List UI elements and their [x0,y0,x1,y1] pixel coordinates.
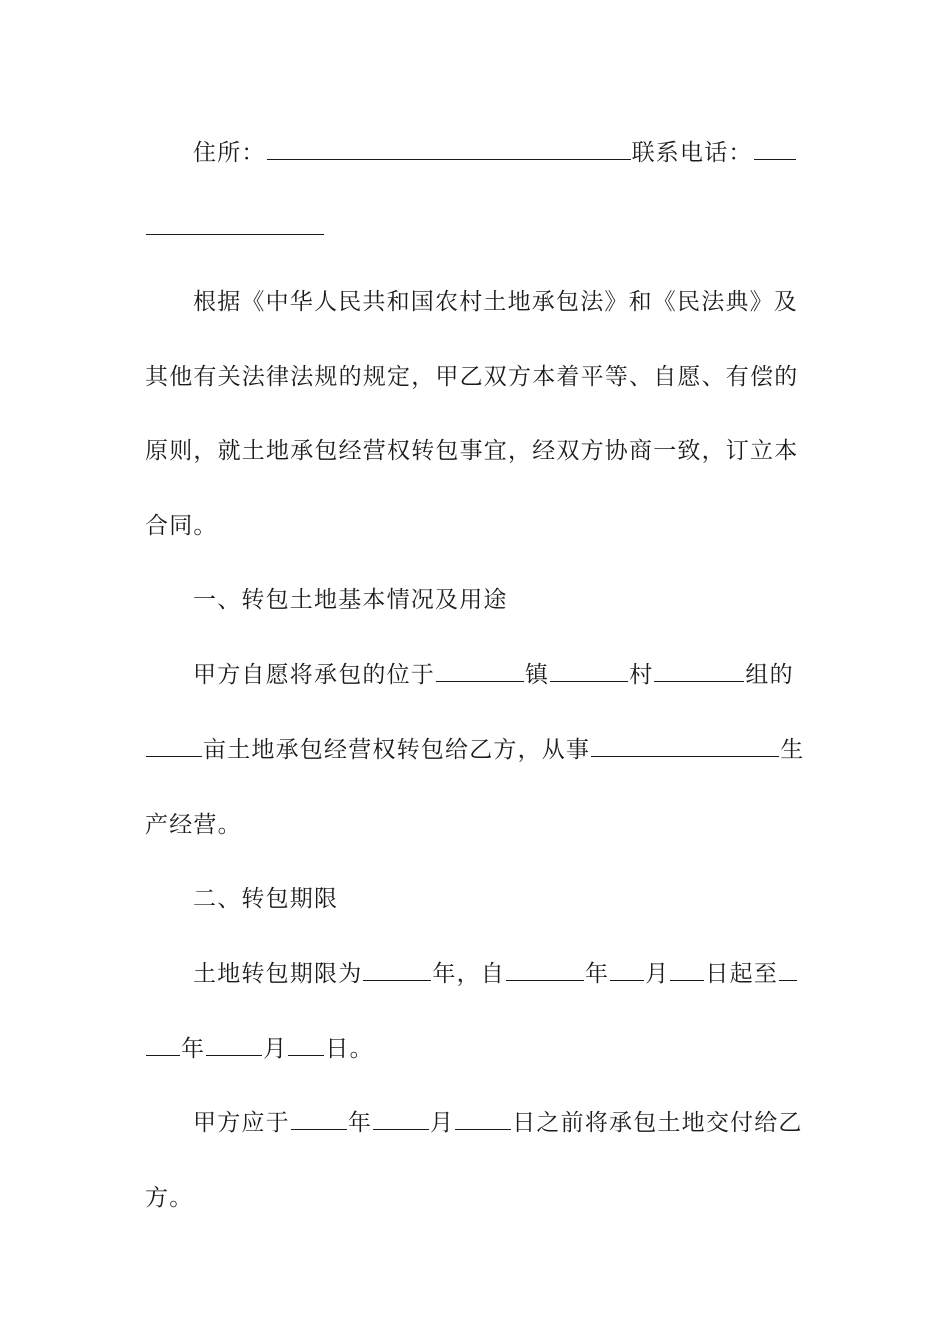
intro-line-3: 原则，就土地承包经营权转包事宜，经双方协商一致，订立本 [145,438,799,464]
delivery-month-label: 月 [430,1110,455,1136]
delivery-year-blank [291,1111,347,1130]
purpose-blank [591,738,779,757]
delivery-line-1 [145,1108,858,1138]
end-month-blank [206,1037,262,1056]
delivery-year-label: 年 [347,1110,373,1136]
start-day-blank [670,962,704,981]
end-year-blank-a [779,962,797,981]
village-label: 村 [629,662,654,688]
start-day-label: 日起至 [705,961,779,987]
area-blank [146,738,202,757]
end-day-blank [288,1037,324,1056]
section-2-heading: 二、转包期限 [193,886,339,912]
delivery-suffix: 日之前将承包土地交付给乙 [512,1110,803,1136]
group-label: 组的 [745,662,794,688]
town-label: 镇 [525,662,550,688]
delivery-day-blank [455,1111,511,1130]
section-1-line-3: 产经营。 [145,812,242,838]
transfer-text: 亩土地承包经营权转包给乙方，从事 [203,737,591,763]
section-1-heading: 一、转包土地基本情况及用途 [193,587,508,613]
delivery-prefix: 甲方应于 [193,1110,290,1136]
town-blank [436,663,524,682]
section-1-line-2 [145,735,810,765]
phone-label: 联系电话： [631,140,753,166]
end-year-label: 年 [181,1036,206,1062]
end-year-blank-b [146,1037,180,1056]
start-month-label: 月 [645,961,670,987]
delivery-line-2: 方。 [145,1185,194,1211]
term-line-2 [145,1034,810,1064]
phone-blank [754,141,796,160]
production-text: 生 [780,737,805,763]
term-prefix: 土地转包期限为 [193,961,363,987]
intro-line-4: 合同。 [145,513,218,539]
group-blank [654,663,744,682]
address-phone-line [145,138,858,168]
address-blank [267,141,631,160]
village-blank [550,663,628,682]
start-year-blank [506,962,584,981]
address-label: 住所： [193,140,266,166]
start-year-label: 年 [585,961,610,987]
term-line-1 [145,959,858,989]
section-1-line-1 [145,660,858,690]
intro-line-2: 其他有关法律法规的规定，甲乙双方本着平等、自愿、有偿的 [145,364,799,390]
phone-blank-continued [146,216,324,235]
term-year-from: 年，自 [432,961,506,987]
location-text: 甲方自愿将承包的位于 [193,662,435,688]
end-month-label: 月 [263,1036,288,1062]
phone-blank-continued-line [145,213,810,243]
start-month-blank [610,962,644,981]
delivery-month-blank [373,1111,429,1130]
intro-line-1: 根据《中华人民共和国农村土地承包法》和《民法典》及 [193,289,798,315]
end-day-label: 日。 [325,1036,374,1062]
term-years-blank [363,962,431,981]
